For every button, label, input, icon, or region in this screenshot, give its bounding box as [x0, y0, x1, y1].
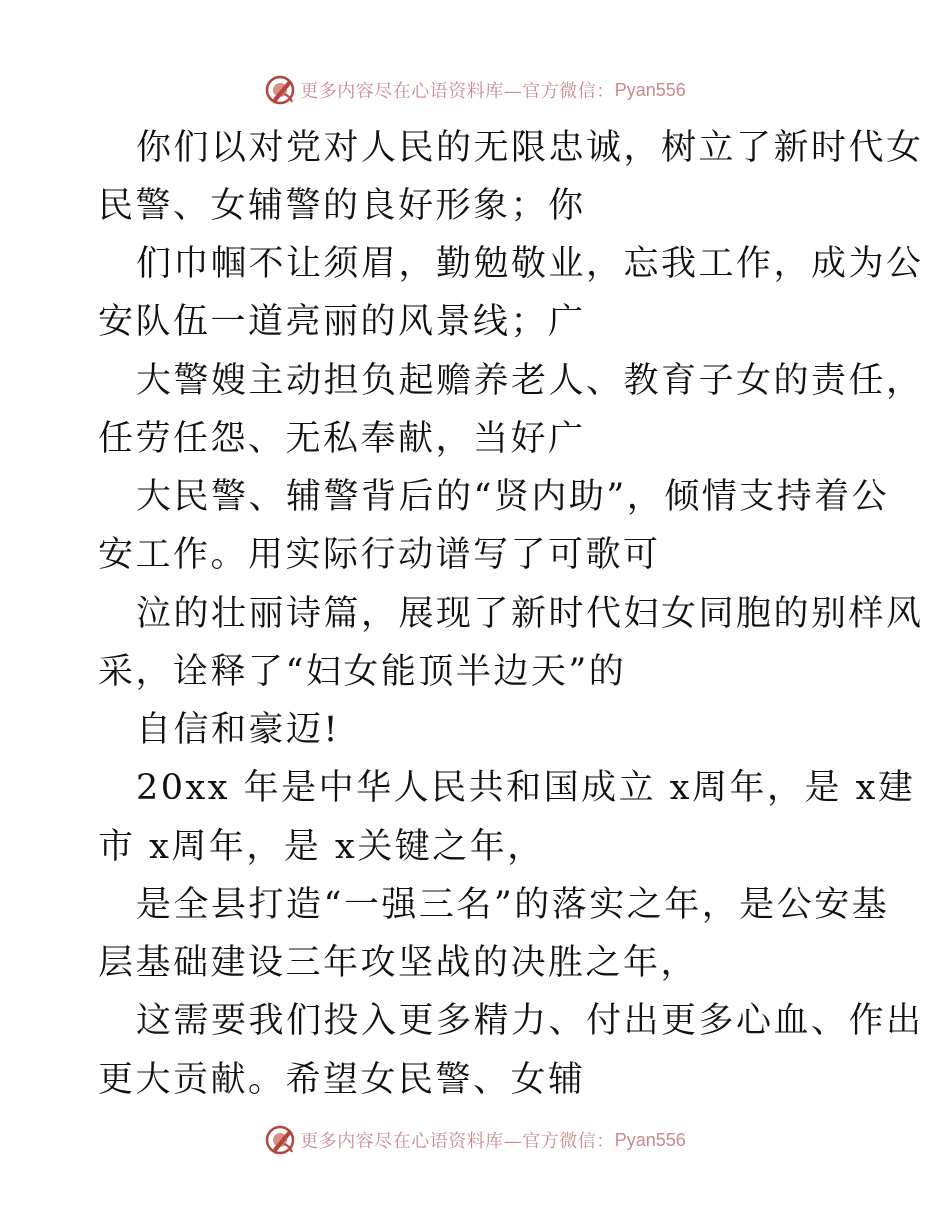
text-line: 大警嫂主动担负起赡养老人、教育子女的责任，	[136, 361, 924, 401]
footer-banner-text: 更多内容尽在心语资料库—官方微信：	[300, 1131, 615, 1152]
text-line: 任劳任怨、无私奉献，当好广	[98, 419, 586, 459]
logo-icon	[264, 74, 296, 106]
header-banner-text: 更多内容尽在心语资料库—官方微信：	[300, 81, 615, 102]
text-line: 安工作。用实际行动谱写了可歌可	[98, 535, 661, 575]
text-line: 们巾帼不让须眉，勤勉敬业，忘我工作，成为公	[136, 244, 924, 284]
text-line: 民警、女辅警的良好形象；你	[98, 186, 586, 226]
logo-icon	[264, 1124, 296, 1156]
text-line: 安队伍一道亮丽的风景线；广	[98, 302, 586, 342]
text-line: 采，诠释了“妇女能顶半边天”的	[98, 652, 627, 692]
footer-banner	[0, 1122, 950, 1158]
text-line: 20xx 年是中华人民共和国成立 x周年，是 x建	[136, 768, 916, 808]
header-wechat-id: Pyan556	[614, 79, 686, 100]
text-line: 你们以对党对人民的无限忠诚，树立了新时代女	[136, 128, 924, 168]
text-line: 大民警、辅警背后的“贤内助”，倾情支持着公	[136, 477, 890, 517]
text-line: 市 x周年，是 x关键之年，	[98, 827, 545, 867]
text-line: 自信和豪迈!	[136, 710, 341, 750]
header-banner	[0, 72, 950, 108]
text-line: 泣的壮丽诗篇，展现了新时代妇女同胞的别样风	[136, 594, 924, 634]
text-line: 是全县打造“一强三名”的落实之年，是公安基	[136, 885, 890, 925]
footer-wechat-id: Pyan556	[614, 1129, 686, 1150]
text-line: 这需要我们投入更多精力、付出更多心血、作出	[136, 1001, 924, 1041]
text-line: 更大贡献。希望女民警、女辅	[98, 1060, 586, 1100]
text-line: 层基础建设三年攻坚战的决胜之年，	[98, 943, 699, 983]
